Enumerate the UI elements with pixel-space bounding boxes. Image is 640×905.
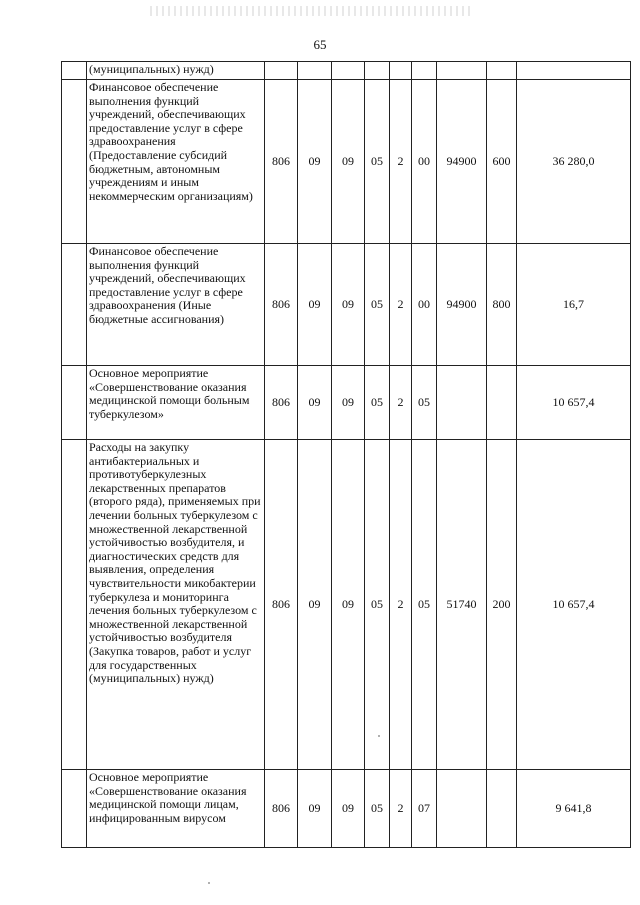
table-row: [62, 770, 631, 848]
vr-code: 200: [487, 440, 517, 770]
cs-direction: [437, 62, 487, 80]
cs-direction: 94900: [437, 80, 487, 244]
cs-event: 00: [412, 244, 437, 366]
ved-code: 806: [265, 440, 298, 770]
pr-code: 09: [332, 80, 365, 244]
amount: [517, 62, 631, 80]
blank-cell: [62, 244, 87, 366]
cs-subprogram: [390, 62, 412, 80]
row-description: Финансовое обеспечение выполнения функций учреждений, обеспечивающих предоставление услуг в сфере здравоохранения (Иные бюджетные ассигнования): [87, 244, 265, 366]
pr-code: [332, 62, 365, 80]
pr-code: 09: [332, 440, 365, 770]
row-description: Основное мероприятие «Совершенствование оказания медицинской помощи больным туберкулезом»: [87, 366, 265, 440]
cs-event: [412, 62, 437, 80]
scan-speck: [208, 882, 210, 884]
cs-direction: [437, 770, 487, 848]
blank-cell: [62, 770, 87, 848]
vr-code: 600: [487, 80, 517, 244]
amount: 10 657,4: [517, 440, 631, 770]
amount: 10 657,4: [517, 366, 631, 440]
scan-noise: [150, 6, 470, 16]
row-description: (муниципальных) нужд): [87, 62, 265, 80]
cs-program: 05: [365, 366, 390, 440]
table-row: [62, 62, 631, 80]
cs-direction: 51740: [437, 440, 487, 770]
blank-cell: [62, 62, 87, 80]
rz-code: 09: [298, 80, 332, 244]
ved-code: 806: [265, 80, 298, 244]
amount: 9 641,8: [517, 770, 631, 848]
rz-code: 09: [298, 244, 332, 366]
table-row: [62, 80, 631, 244]
pr-code: 09: [332, 366, 365, 440]
cs-program: [365, 62, 390, 80]
ved-code: 806: [265, 770, 298, 848]
cs-subprogram: 2: [390, 80, 412, 244]
cs-program: 05: [365, 770, 390, 848]
vr-code: [487, 366, 517, 440]
cs-direction: 94900: [437, 244, 487, 366]
cs-program: 05: [365, 440, 390, 770]
rz-code: [298, 62, 332, 80]
cs-program: 05: [365, 244, 390, 366]
row-description: Основное мероприятие «Совершенствование оказания медицинской помощи лицам, инфицированным вирусом: [87, 770, 265, 848]
budget-table: [61, 61, 631, 848]
cs-program: 05: [365, 80, 390, 244]
ved-code: [265, 62, 298, 80]
vr-code: 800: [487, 244, 517, 366]
page-number: 65: [313, 37, 327, 52]
cs-subprogram: 2: [390, 366, 412, 440]
ved-code: 806: [265, 244, 298, 366]
cs-event: 05: [412, 440, 437, 770]
cs-subprogram: 2: [390, 244, 412, 366]
pr-code: 09: [332, 244, 365, 366]
row-description: Расходы на закупку антибактериальных и противотуберкулезных лекарственных препаратов (второго ряда), применяемых при лечении больных туберкулезом с множественной лекарственной устойчивостью возбудителя, и диагностических средств для выявления, определения чувствительности микобактерии туберкулеза и мониторинга лечения больных туберкулезом с множественной лекарственной устойчивостью возбудителя (Закупка товаров, работ и услуг для государственных (муниципальных) нужд): [87, 440, 265, 770]
blank-cell: [62, 80, 87, 244]
scan-speck: [378, 735, 380, 737]
cs-subprogram: 2: [390, 770, 412, 848]
blank-cell: [62, 440, 87, 770]
table-row: [62, 366, 631, 440]
amount: 36 280,0: [517, 80, 631, 244]
cs-subprogram: 2: [390, 440, 412, 770]
pr-code: 09: [332, 770, 365, 848]
vr-code: [487, 770, 517, 848]
rz-code: 09: [298, 440, 332, 770]
table-row: [62, 244, 631, 366]
cs-event: 07: [412, 770, 437, 848]
rz-code: 09: [298, 770, 332, 848]
cs-direction: [437, 366, 487, 440]
blank-cell: [62, 366, 87, 440]
cs-event: 00: [412, 80, 437, 244]
cs-event: 05: [412, 366, 437, 440]
vr-code: [487, 62, 517, 80]
table-row: [62, 440, 631, 770]
rz-code: 09: [298, 366, 332, 440]
ved-code: 806: [265, 366, 298, 440]
amount: 16,7: [517, 244, 631, 366]
row-description: Финансовое обеспечение выполнения функций учреждений, обеспечивающих предоставление услуг в сфере здравоохранения (Предоставление субсидий бюджетным, автономным учреждениям и иным некоммерческим организациям): [87, 80, 265, 244]
